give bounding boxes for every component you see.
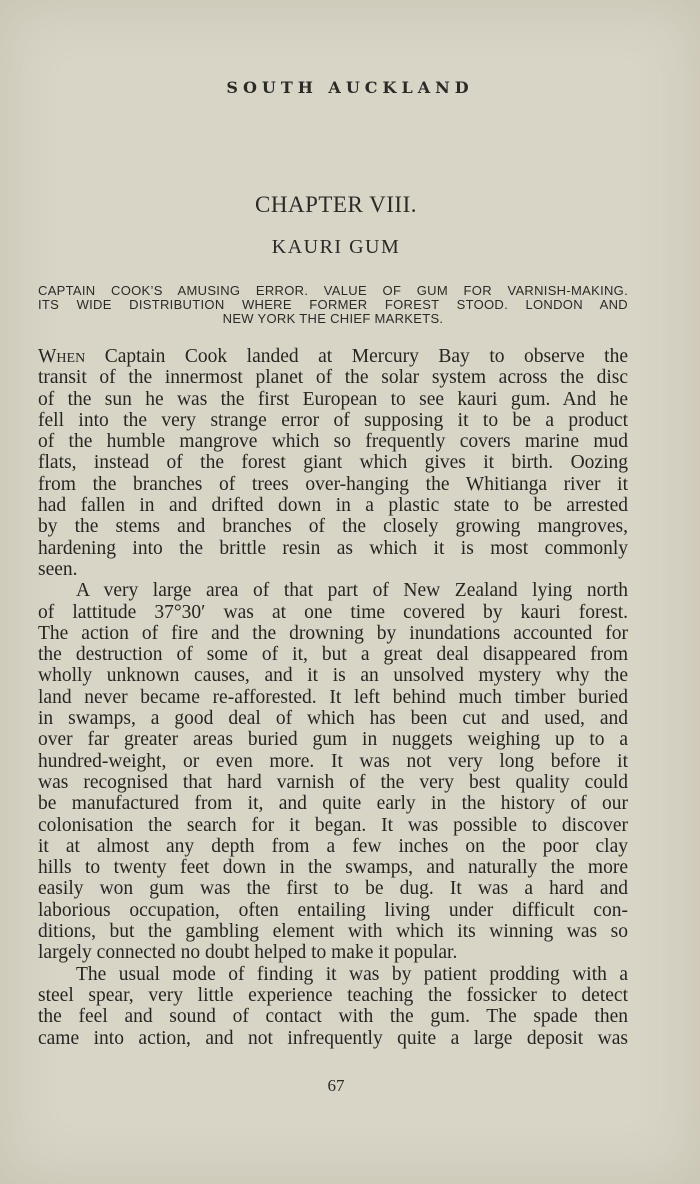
paragraph-line: largely connected no doubt helped to make it popular.	[38, 942, 458, 964]
chapter-title: KAURI GUM	[271, 236, 401, 258]
paragraph-line: of lattitude 37°30′ was at one time covered by kauri forest.	[38, 601, 628, 623]
paragraph-3	[38, 964, 628, 1049]
paragraph-line: the destruction of some of it, but a great deal disappeared from	[38, 644, 628, 666]
paragraph-line: flats, instead of the forest giant which gives it birth. Oozing	[38, 452, 628, 474]
paragraph-line: The usual mode of finding it was by patient prodding with a	[76, 963, 628, 985]
paragraph-line: easily won gum was the first to be dug. It was a hard and	[38, 878, 628, 900]
paragraph-line: it at almost any depth from a few inches on the poor clay	[38, 835, 628, 857]
page-number: 67	[327, 1076, 345, 1095]
paragraph-line: hills to twenty feet down in the swamps, and naturally the more	[38, 857, 628, 879]
paragraph-line: of the humble mangrove which so frequently covers marine mud	[38, 431, 628, 453]
paragraph-line: ditions, but the gambling element with which its winning was so	[38, 921, 628, 943]
paragraph-line: A very large area of that part of New Zealand lying north	[76, 580, 628, 602]
chapter-synopsis	[38, 284, 628, 326]
paragraph-line: was recognised that hard varnish of the very best quality could	[38, 771, 628, 793]
paragraph-line: in swamps, a good deal of which has been cut and used, and	[38, 708, 628, 730]
synopsis-line: ITS WIDE DISTRIBUTION WHERE FORMER FOREST STOOD. LONDON AND	[38, 297, 628, 312]
paragraph-line: had fallen in and drifted down in a plastic state to be arrested	[38, 495, 628, 517]
paragraph-line: steel spear, very little experience teaching the fossicker to detect	[38, 984, 628, 1006]
paragraph-line: wholly unknown causes, and it is an unsolved mystery why the	[38, 665, 628, 687]
synopsis-line: CAPTAIN COOK’S AMUSING ERROR. VALUE OF GUM FOR VARNISH-MAKING.	[38, 283, 628, 298]
paragraph-line: came into action, and not infrequently quite a large deposit was	[38, 1027, 628, 1049]
paragraph-line: colonisation the search for it began. It was possible to discover	[38, 814, 628, 836]
paragraph-line: fell into the very strange error of supposing it to be a product	[38, 409, 628, 431]
paragraph-line: transit of the innermost planet of the solar system across the disc	[38, 367, 628, 389]
paragraph-line: The action of fire and the drowning by inundations accounted for	[38, 622, 628, 644]
paragraph-line: be manufactured from it, and quite early in the history of our	[38, 793, 628, 815]
running-head: SOUTH AUCKLAND	[226, 78, 474, 97]
chapter-number: CHAPTER VIII.	[255, 192, 417, 217]
paragraph-2	[38, 580, 628, 963]
paragraph-1	[38, 346, 628, 580]
paragraph-line: from the branches of trees over-hanging the Whitianga river it	[38, 473, 628, 495]
paragraph-line: of the sun he was the first European to see kauri gum. And he	[38, 388, 628, 410]
paragraph-line	[38, 346, 628, 367]
paragraph-line: seen.	[38, 558, 78, 580]
drop-word: When	[38, 346, 86, 367]
paragraph-line: land never became re-afforested. It left behind much timber buried	[38, 686, 628, 708]
paragraph-line: hundred-weight, or even more. It was not very long before it	[38, 750, 628, 772]
paragraph-line: hardening into the brittle resin as which it is most commonly	[38, 537, 628, 559]
body-text	[38, 346, 628, 1049]
paragraph-line: the feel and sound of contact with the gum. The spade then	[38, 1006, 628, 1028]
line-text: Captain Cook landed at Mercury Bay to observe the	[85, 346, 628, 367]
synopsis-line: NEW YORK THE CHIEF MARKETS.	[222, 311, 444, 326]
paragraph-line: by the stems and branches of the closely growing mangroves,	[38, 516, 628, 538]
paragraph-line: over far greater areas buried gum in nuggets weighing up to a	[38, 729, 628, 751]
paragraph-line: laborious occupation, often entailing living under difficult con-	[38, 899, 628, 921]
